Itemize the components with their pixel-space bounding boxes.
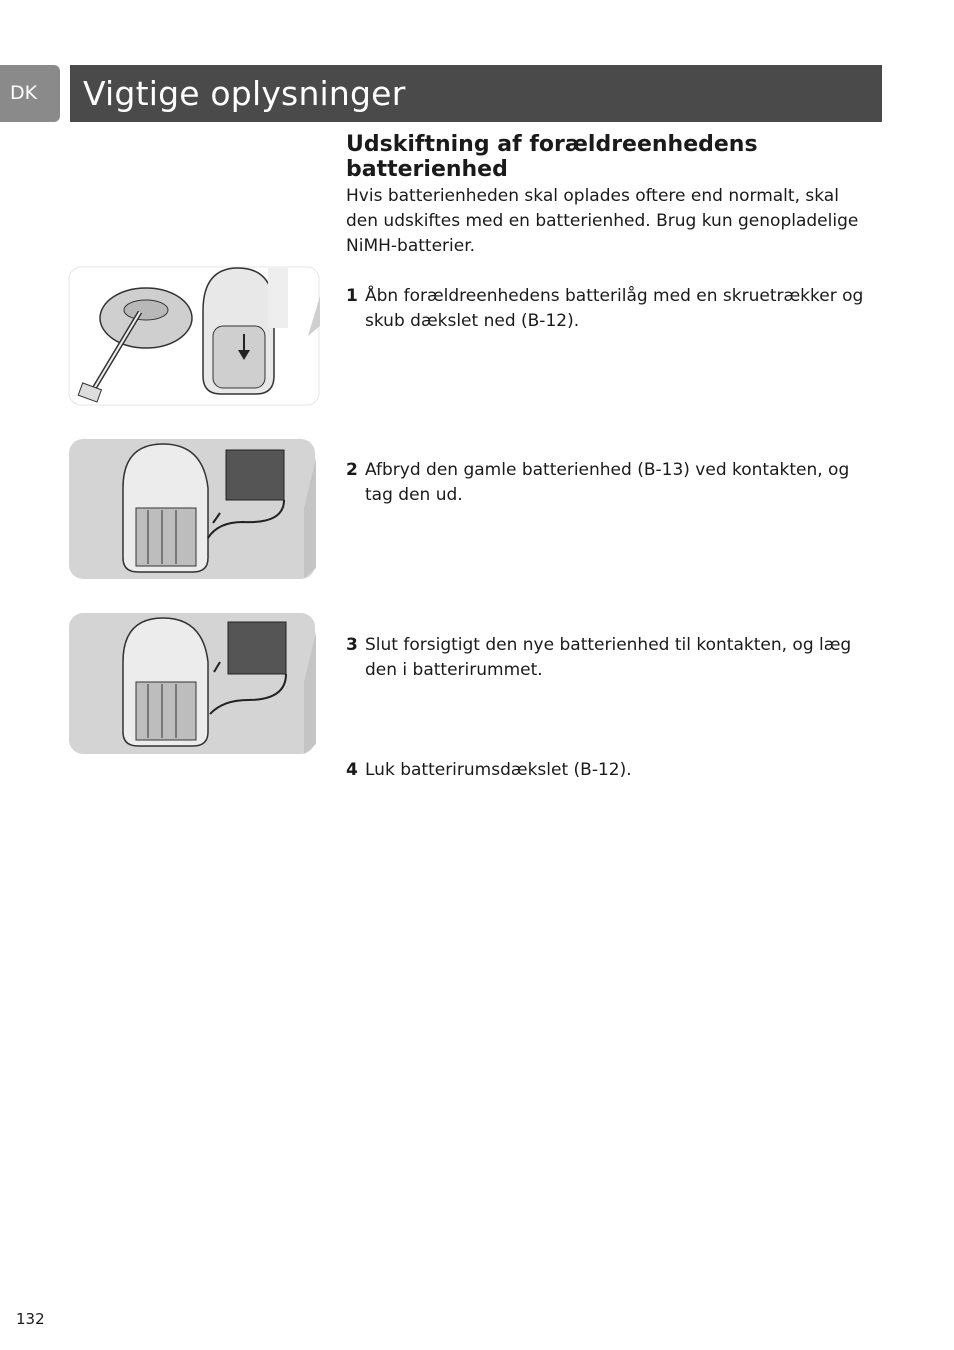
step-text: Afbryd den gamle batterienhed (B-13) ved kontakten, og tag den ud. [365,460,850,505]
illustration-open-battery-cover [68,266,320,407]
step-2 [346,458,881,508]
step-text: Luk batterirumsdækslet (B-12). [365,760,632,780]
header-bar [70,65,882,122]
step-number: 2 [346,460,358,480]
page-title: Vigtige oplysninger [83,74,406,113]
illustration-connect-battery [68,612,320,755]
language-label: DK [10,82,38,104]
illustration-disconnect-battery [68,438,320,580]
step-3 [346,633,881,683]
step-text: Slut forsigtigt den nye batterienhed til kontakten, og læg den i batterirummet. [365,635,852,680]
intro-paragraph: Hvis batterienheden skal oplades oftere end normalt, skal den udskiftes med en batterienhed. Brug kun genopladelige NiMH-batterier. [346,186,859,256]
step-number: 4 [346,760,358,780]
language-tab [0,65,60,122]
step-number: 1 [346,286,358,306]
section-title: Udskiftning af forældreenhedens batterienhed [346,132,758,182]
page-number: 132 [16,1310,45,1328]
step-text: Åbn forældreenhedens batterilåg med en skruetrækker og skub dækslet ned (B-12). [365,286,864,331]
step-4 [346,758,881,783]
step-1 [346,284,881,334]
step-number: 3 [346,635,358,655]
